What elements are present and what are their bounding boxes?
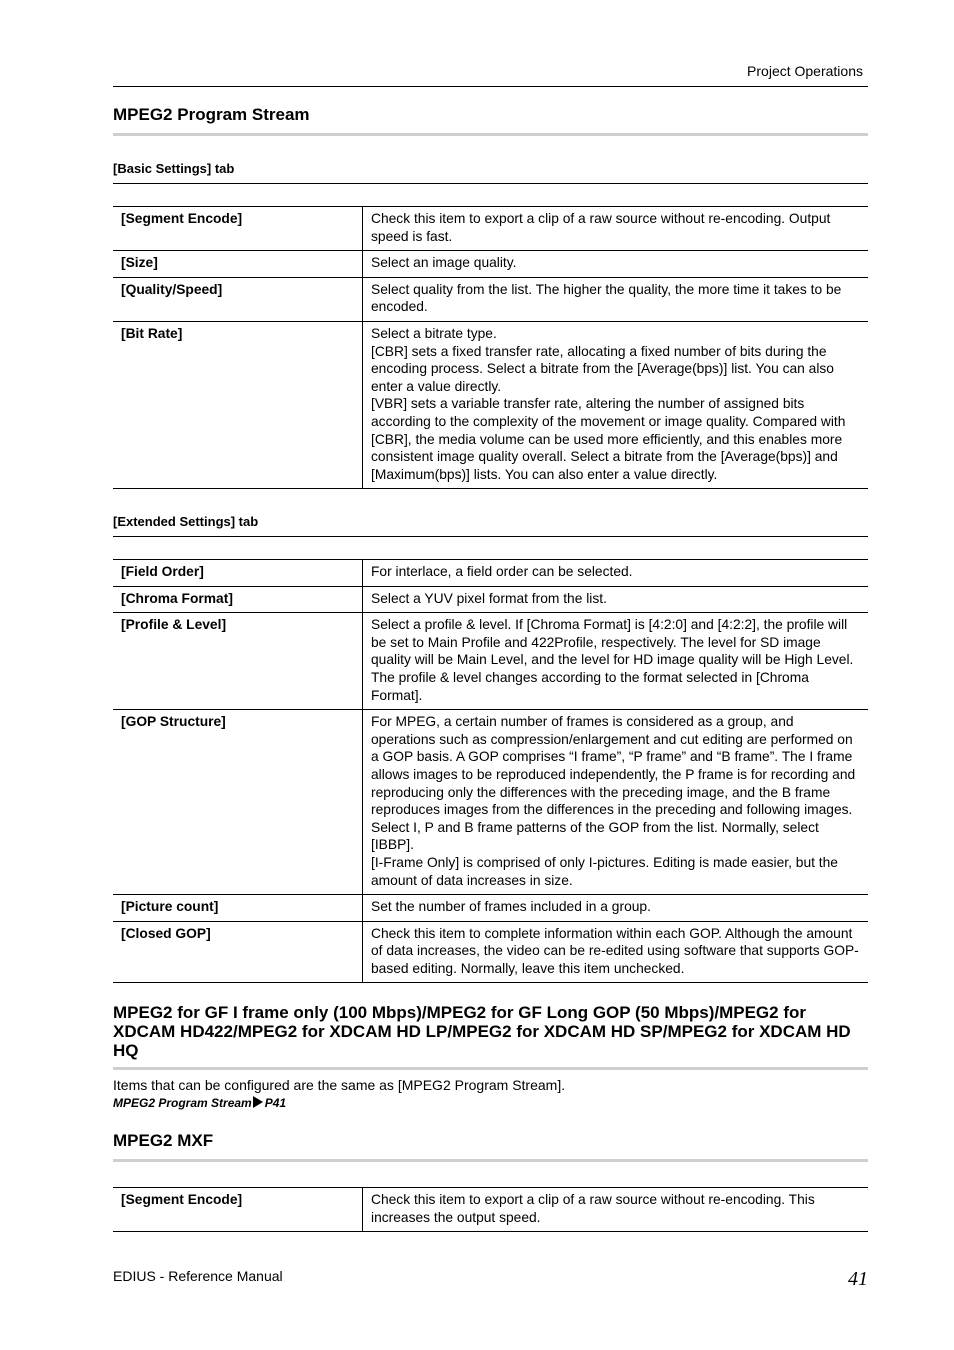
setting-name: [Chroma Format] — [113, 586, 363, 613]
setting-description: For MPEG, a certain number of frames is considered as a group, and operations such as compression/enlargement and cut editing are performed on a GOP basis. A GOP comprises “I frame”, “P frame” and “B frame”. The I frame allows images to be reproduced independently, the P frame is for recording and reproducing only the differences with the preceding image, and the B frame reproduces images from the differences in the preceding and following images. Select I, P and B frame patterns of the GOP from the list. Normally, select [IBBP]. [I-Frame Only] is comprised of only I-pictures. Editing is made easier, but the amount of data increases in size. — [363, 710, 869, 895]
section-title-mpeg2-gf-xdcam: MPEG2 for GF I frame only (100 Mbps)/MPEG2 for GF Long GOP (50 Mbps)/MPEG2 for XDCAM HD422/MPEG2 for XDCAM HD LP/MPEG2 for XDCAM HD SP/MPEG2 for XDCAM HD HQ — [113, 1003, 851, 1060]
arrow-right-icon — [253, 1096, 263, 1108]
setting-description: Select quality from the list. The higher the quality, the more time it takes to be encoded. — [363, 277, 869, 321]
setting-name: [Segment Encode] — [113, 207, 363, 251]
setting-description: Check this item to export a clip of a raw source without re-encoding. Output speed is fast. — [363, 207, 869, 251]
setting-name: [Quality/Speed] — [113, 277, 363, 321]
section-rule — [113, 1067, 868, 1070]
table-row — [113, 560, 868, 587]
section-rule — [113, 1159, 868, 1162]
table-row — [113, 613, 868, 710]
table-row — [113, 895, 868, 922]
setting-name: [Picture count] — [113, 895, 363, 922]
xref-label: MPEG2 Program Stream — [113, 1096, 252, 1110]
basic-settings-table — [113, 206, 868, 489]
running-header: Project Operations — [747, 63, 863, 79]
setting-name: [Profile & Level] — [113, 613, 363, 710]
setting-description: Select a profile & level. If [Chroma Format] is [4:2:0] and [4:2:2], the profile will be set to Main Profile and 422Profile, respectively. The level for SD image quality will be Main Level, and the level for HD image quality will be High Level. The profile & level changes according to the format selected in [Chroma Format]. — [363, 613, 869, 710]
setting-name: [Size] — [113, 251, 363, 278]
table-row — [113, 277, 868, 321]
extended-settings-tab-heading: [Extended Settings] tab — [113, 514, 259, 529]
table-row — [113, 207, 868, 251]
section-title-mpeg2-mxf: MPEG2 MXF — [113, 1131, 214, 1150]
setting-description: Select a YUV pixel format from the list. — [363, 586, 869, 613]
table-row — [113, 1188, 868, 1232]
subsection-rule — [113, 536, 868, 537]
setting-description: Select an image quality. — [363, 251, 869, 278]
setting-description: Check this item to export a clip of a raw source without re-encoding. This increases the output speed. — [363, 1188, 869, 1232]
setting-name: [Closed GOP] — [113, 921, 363, 983]
extended-settings-table — [113, 559, 868, 983]
mpeg2-mxf-table — [113, 1187, 868, 1232]
xref-page: P41 — [264, 1096, 287, 1110]
cross-reference-link[interactable] — [113, 1096, 286, 1110]
setting-description: Check this item to complete information within each GOP. Although the amount of data increases, the video can be re-edited using software that supports GOP-based editing. Normally, leave this item unchecked. — [363, 921, 869, 983]
setting-name: [Bit Rate] — [113, 321, 363, 488]
table-row — [113, 921, 868, 983]
setting-name: [Segment Encode] — [113, 1188, 363, 1232]
table-row — [113, 251, 868, 278]
setting-description: Set the number of frames included in a group. — [363, 895, 869, 922]
setting-name: [GOP Structure] — [113, 710, 363, 895]
setting-description: For interlace, a field order can be selected. — [363, 560, 869, 587]
setting-name: [Field Order] — [113, 560, 363, 587]
table-row — [113, 321, 868, 488]
page-number: 41 — [848, 1268, 868, 1290]
basic-settings-tab-heading: [Basic Settings] tab — [113, 161, 235, 176]
section-rule — [113, 133, 868, 136]
table-row — [113, 710, 868, 895]
section-body-text: Items that can be configured are the same as [MPEG2 Program Stream]. — [113, 1077, 566, 1093]
header-rule — [113, 86, 868, 87]
table-row — [113, 586, 868, 613]
section-title-mpeg2-program-stream: MPEG2 Program Stream — [113, 105, 310, 124]
setting-description: Select a bitrate type. [CBR] sets a fixed transfer rate, allocating a fixed number of bits during the encoding process. Select a bitrate from the [Average(bps)] list. You can also enter a value directly. [VBR] sets a variable transfer rate, altering the number of assigned bits according to the complexity of the movement or image quality. Compared with [CBR], the media volume can be used more efficiently, and this enables more consistent image quality overall. Select a bitrate from the [Average(bps)] and [Maximum(bps)] lists. You can also enter a value directly. — [363, 321, 869, 488]
subsection-rule — [113, 183, 868, 184]
footer-manual-title: EDIUS - Reference Manual — [113, 1268, 283, 1284]
